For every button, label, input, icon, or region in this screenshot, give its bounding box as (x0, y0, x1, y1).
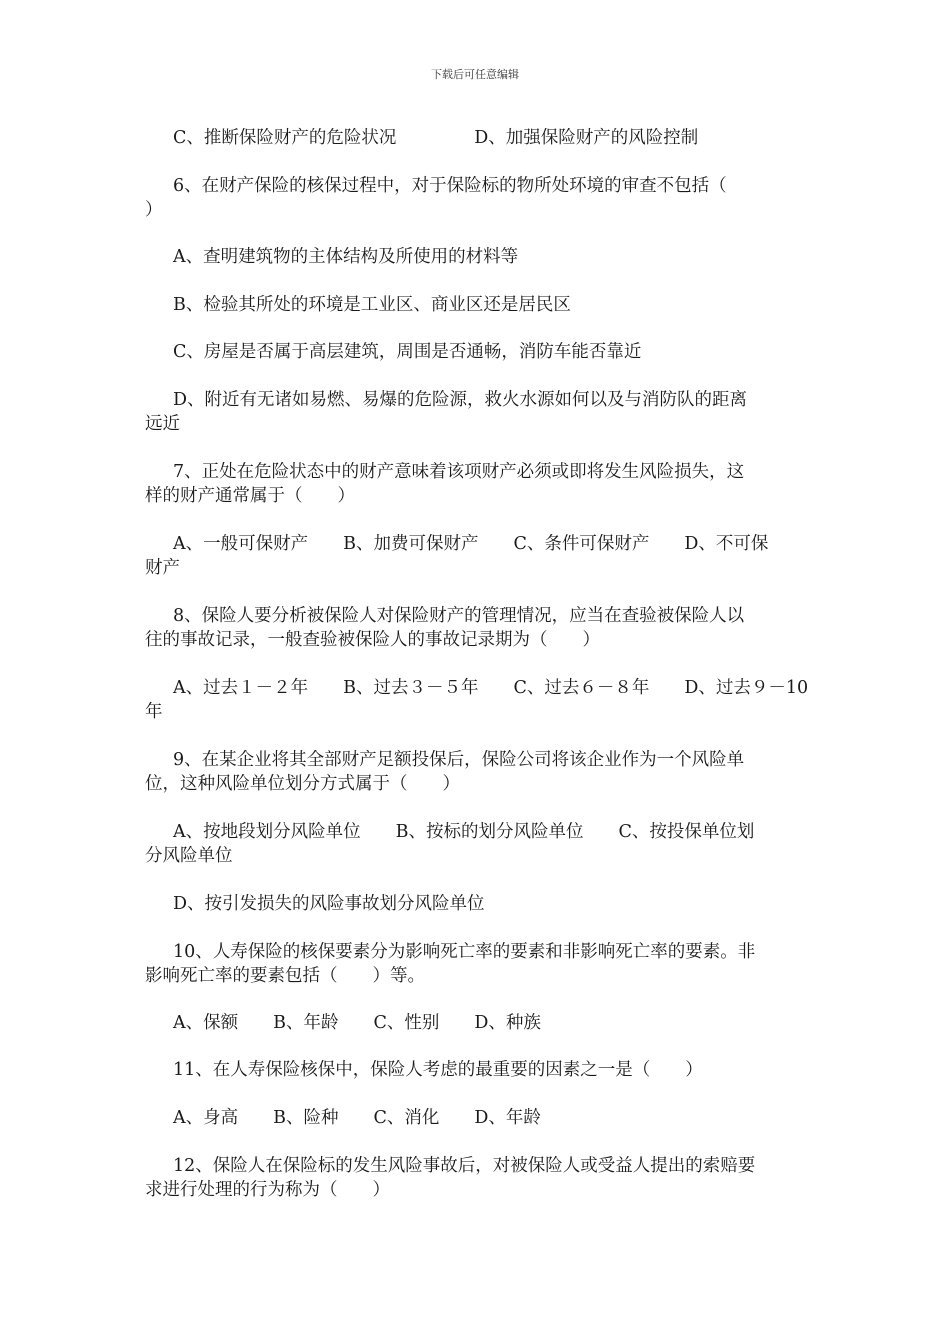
question-8-line-1: 8、保险人要分析被保险人对保险财产的管理情况，应当在查验被保险人以 (173, 606, 745, 626)
question-7-line-1: 7、正处在危险状态中的财产意味着该项财产必须或即将发生风险损失，这 (173, 462, 745, 482)
question-9-line-1: 9、在某企业将其全部财产足额投保后，保险公司将该企业作为一个风险单 (173, 750, 745, 770)
option-line-5cd: C、推断保险财产的危险状况 D、加强保险财产的风险控制 (173, 128, 699, 148)
question-11: 11、在人寿保险核保中，保险人考虑的最重要的因素之一是（ ） (173, 1060, 703, 1080)
question-11-options: A、身高 B、险种 C、消化 D、年龄 (173, 1108, 541, 1128)
question-6-option-d-line-1: D、附近有无诸如易燃、易爆的危险源，救火水源如何以及与消防队的距离 (173, 390, 748, 410)
question-10-options: A、保额 B、年龄 C、性别 D、种族 (173, 1013, 541, 1033)
question-12-line-2: 求进行处理的行为称为（ ） (145, 1180, 390, 1200)
question-12-line-1: 12、保险人在保险标的发生风险事故后，对被保险人或受益人提出的索赔要 (173, 1156, 756, 1176)
question-9-options-line-1: A、按地段划分风险单位 B、按标的划分风险单位 C、按投保单位划 (173, 822, 755, 842)
question-7-line-2: 样的财产通常属于（ ） (145, 486, 355, 506)
question-9-option-d: D、按引发损失的风险事故划分风险单位 (173, 894, 485, 914)
question-9-options-line-2: 分风险单位 (145, 846, 233, 866)
question-8-line-2: 往的事故记录，一般查验被保险人的事故记录期为（ ） (145, 630, 600, 650)
question-7-options-line-2: 财产 (145, 558, 180, 578)
question-8-options-line-2: 年 (145, 702, 163, 722)
question-6-line-1: 6、在财产保险的核保过程中，对于保险标的物所处环境的审查不包括（ (173, 176, 727, 196)
question-6-line-2: ） (145, 200, 163, 220)
question-6-option-c: C、房屋是否属于高层建筑，周围是否通畅，消防车能否靠近 (173, 342, 642, 362)
question-6-option-b: B、检验其所处的环境是工业区、商业区还是居民区 (173, 295, 571, 315)
question-6-option-a: A、查明建筑物的主体结构及所使用的材料等 (173, 247, 519, 267)
question-7-options-line-1: A、一般可保财产 B、加费可保财产 C、条件可保财产 D、不可保 (173, 534, 769, 554)
question-6-option-d-line-2: 远近 (145, 414, 180, 434)
question-8-options-line-1: A、过去１－２年 B、过去３－５年 C、过去６－８年 D、过去９－10 (173, 678, 809, 698)
question-9-line-2: 位，这种风险单位划分方式属于（ ） (145, 774, 460, 794)
question-10-line-2: 影响死亡率的要素包括（ ）等。 (145, 966, 425, 986)
question-10-line-1: 10、人寿保险的核保要素分为影响死亡率的要素和非影响死亡率的要素。非 (173, 942, 756, 962)
page-header: 下载后可任意编辑 (431, 68, 519, 81)
